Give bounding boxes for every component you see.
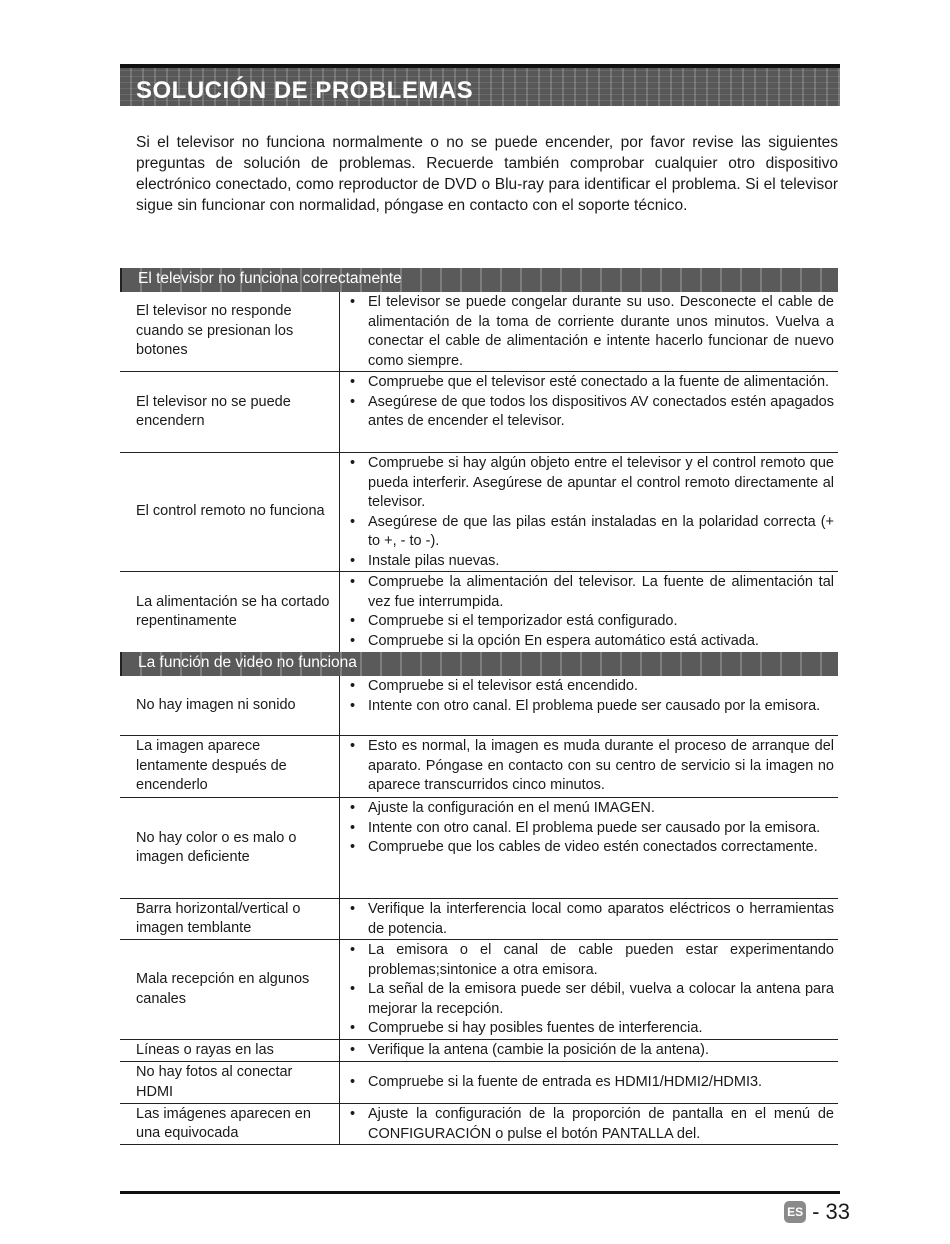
problem-cell: Líneas o rayas en las <box>120 1040 340 1061</box>
solution-item: • El televisor se puede congelar durante su uso. Desconecte el cable de alimentación de la toma de corriente durante unos minutos. Vuelva a conectar el cable de alimentación e intente hacerlo funcionar de nuevo como siempre. <box>348 293 834 371</box>
troubleshooting-table-video <box>120 676 838 1145</box>
table-row <box>120 1104 838 1145</box>
language-badge: ES <box>784 1201 806 1223</box>
table-row <box>120 736 838 798</box>
solution-item: • Asegúrese de que todos los dispositivos AV conectados estén apagados antes de encender el televisor. <box>348 393 834 432</box>
table-row <box>120 292 838 372</box>
problem-cell: La alimentación se ha cortado repentinamente <box>120 572 340 652</box>
table-row <box>120 453 838 572</box>
solution-item: • Ajuste la configuración de la proporción de pantalla en el menú de CONFIGURACIÓN o pulse el botón PANTALLA del. <box>348 1105 834 1144</box>
solution-item: • La emisora o el canal de cable pueden estar experimentando problemas;sintonice a otra emisora. <box>348 941 834 980</box>
intro-paragraph: Si el televisor no funciona normalmente o no se puede encender, por favor revise las siguientes preguntas de solución de problemas. Recuerde también comprobar cualquier otro dispositivo electrónico conectado, como reproductor de DVD o Blu-ray para identificar el problema. Si el televisor sigue sin funcionar con normalidad, póngase en contacto con el soporte técnico. <box>136 134 838 214</box>
problem-cell: Barra horizontal/vertical o imagen temblante <box>120 899 340 939</box>
page-title: SOLUCIÓN DE PROBLEMAS <box>136 77 474 104</box>
table-row <box>120 372 838 453</box>
solution-cell <box>340 940 838 1039</box>
page-number: - 33 <box>812 1199 850 1224</box>
solution-cell <box>340 736 838 797</box>
solution-item: • Compruebe que el televisor esté conectado a la fuente de alimentación. <box>348 373 834 393</box>
solution-item: • La señal de la emisora puede ser débil, vuelva a colocar la antena para mejorar la recepción. <box>348 980 834 1019</box>
problem-cell: No hay color o es malo o imagen deficiente <box>120 798 340 898</box>
section-heading-tv <box>120 268 838 292</box>
solution-cell <box>340 372 838 452</box>
solution-item: • Verifique la antena (cambie la posición de la antena). <box>348 1041 834 1061</box>
solution-item: • Esto es normal, la imagen es muda durante el proceso de arranque del aparato. Póngase en contacto con su centro de servicio si la imagen no aparece transcurridos cinco minutos. <box>348 737 834 796</box>
solution-item: • Compruebe si la opción En espera automático está activada. <box>348 632 834 652</box>
solution-item: • Compruebe que los cables de video estén conectados correctamente. <box>348 838 834 858</box>
solution-item: • Compruebe la alimentación del televisor. La fuente de alimentación tal vez fue interrumpida. <box>348 573 834 612</box>
table-row <box>120 1062 838 1104</box>
problem-cell: Las imágenes aparecen en una equivocada <box>120 1104 340 1144</box>
problem-cell: El televisor no responde cuando se presionan los botones <box>120 292 340 371</box>
section-heading-text: El televisor no funciona correctamente <box>138 270 402 287</box>
solution-item: • Compruebe si el temporizador está configurado. <box>348 612 834 632</box>
problem-cell: El control remoto no funciona <box>120 453 340 571</box>
solution-cell <box>340 899 838 939</box>
table-row <box>120 899 838 940</box>
title-bar <box>120 64 840 106</box>
solution-item: • Instale pilas nuevas. <box>348 552 834 572</box>
section-heading-text: La función de video no funciona <box>138 654 357 671</box>
table-row <box>120 572 838 652</box>
solution-item: • Compruebe si la fuente de entrada es HDMI1/HDMI2/HDMI3. <box>348 1073 762 1093</box>
problem-cell: Mala recepción en algunos canales <box>120 940 340 1039</box>
solution-cell <box>340 1062 838 1103</box>
solution-cell <box>340 676 838 735</box>
solution-cell <box>340 292 838 371</box>
solution-item: • Ajuste la configuración en el menú IMAGEN. <box>348 799 834 819</box>
table-row <box>120 798 838 899</box>
solution-cell <box>340 453 838 571</box>
solution-item: • Verifique la interferencia local como aparatos eléctricos o herramientas de potencia. <box>348 900 834 939</box>
problem-cell: No hay imagen ni sonido <box>120 676 340 735</box>
section-heading-video <box>120 652 838 676</box>
solution-cell <box>340 1040 838 1061</box>
table-row <box>120 676 838 736</box>
footer-rule <box>120 1191 840 1194</box>
solution-cell <box>340 572 838 652</box>
solution-cell <box>340 798 838 898</box>
solution-item: • Intente con otro canal. El problema puede ser causado por la emisora. <box>348 819 834 839</box>
table-row <box>120 1040 838 1062</box>
problem-cell: La imagen aparece lentamente después de encenderlo <box>120 736 340 797</box>
problem-cell: No hay fotos al conectar HDMI <box>120 1062 340 1103</box>
solution-cell <box>340 1104 838 1144</box>
page-footer <box>784 1199 850 1225</box>
troubleshooting-table-tv <box>120 292 838 652</box>
solution-item: • Compruebe si el televisor está encendido. <box>348 677 834 697</box>
table-row <box>120 940 838 1040</box>
solution-item: • Asegúrese de que las pilas están instaladas en la polaridad correcta (+ to +, - to -). <box>348 513 834 552</box>
solution-item: • Compruebe si hay algún objeto entre el televisor y el control remoto que pueda interferir. Asegúrese de apuntar el control remoto directamente al televisor. <box>348 454 834 513</box>
problem-cell: El televisor no se puede encendern <box>120 372 340 452</box>
solution-item: • Compruebe si hay posibles fuentes de interferencia. <box>348 1019 834 1039</box>
solution-item: • Intente con otro canal. El problema puede ser causado por la emisora. <box>348 697 834 717</box>
